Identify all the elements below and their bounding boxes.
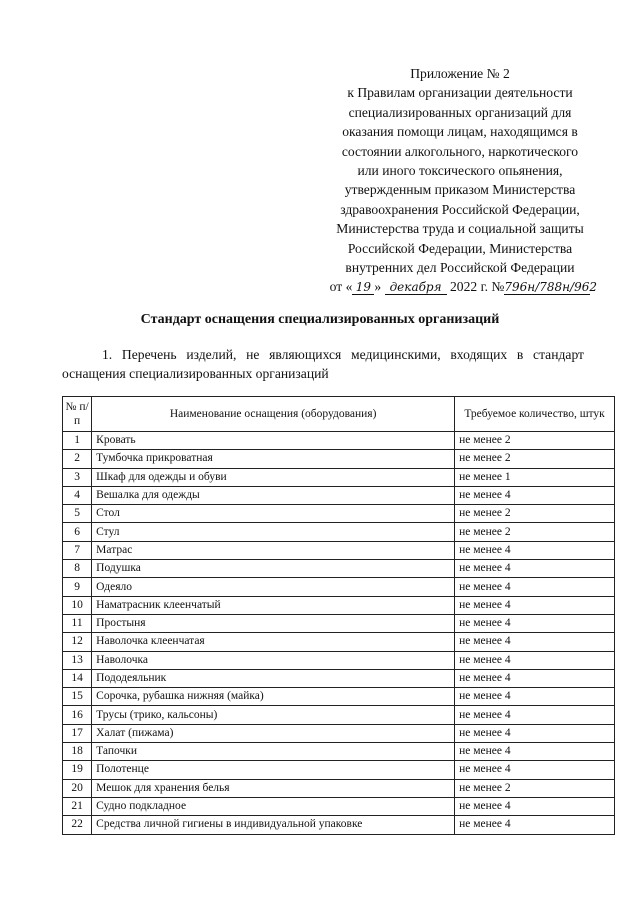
- row-quantity: не менее 1: [455, 468, 615, 486]
- row-quantity: не менее 2: [455, 450, 615, 468]
- appendix-line: здравоохранения Российской Федерации,: [340, 201, 580, 217]
- appendix-line: утвержденным приказом Министерства: [344, 182, 576, 198]
- table-row: [63, 816, 615, 834]
- row-number: 6: [63, 523, 92, 541]
- table-row: [63, 432, 615, 450]
- row-number: 3: [63, 468, 92, 486]
- row-number: 19: [63, 761, 92, 779]
- row-number: 4: [63, 486, 92, 504]
- order-date-line: [300, 277, 620, 296]
- row-number: 7: [63, 541, 92, 559]
- appendix-line: или иного токсического опьянения,: [357, 163, 563, 179]
- appendix-line: внутренних дел Российской Федерации: [345, 260, 575, 276]
- row-quantity: не менее 4: [455, 633, 615, 651]
- row-name: Стул: [92, 523, 455, 541]
- header-qty: Требуемое количество, штук: [455, 397, 615, 432]
- appendix-line: Приложение № 2: [410, 66, 510, 81]
- row-name: Матрас: [92, 541, 455, 559]
- row-number: 8: [63, 560, 92, 578]
- row-number: 15: [63, 688, 92, 706]
- table-row: [63, 578, 615, 596]
- date-year: 2022 г. №: [449, 279, 505, 295]
- row-name: Стол: [92, 505, 455, 523]
- handwritten-month: декабря: [385, 280, 447, 295]
- table-row: [63, 468, 615, 486]
- row-quantity: не менее 4: [455, 560, 615, 578]
- table-row: [63, 523, 615, 541]
- appendix-line: Российской Федерации, Министерства: [347, 240, 573, 256]
- row-name: Простыня: [92, 614, 455, 632]
- row-name: Тумбочка прикроватная: [92, 450, 455, 468]
- appendix-line: специализированных организаций для: [348, 104, 572, 120]
- row-quantity: не менее 4: [455, 651, 615, 669]
- row-number: 11: [63, 614, 92, 632]
- table-row: [63, 797, 615, 815]
- table-row: [63, 779, 615, 797]
- table-row: [63, 633, 615, 651]
- row-quantity: не менее 4: [455, 541, 615, 559]
- row-number: 20: [63, 779, 92, 797]
- row-name: Халат (пижама): [92, 724, 455, 742]
- row-quantity: не менее 4: [455, 724, 615, 742]
- row-name: Пододеяльник: [92, 669, 455, 687]
- row-quantity: не менее 4: [455, 688, 615, 706]
- row-name: Полотенце: [92, 761, 455, 779]
- table-row: [63, 669, 615, 687]
- row-quantity: не менее 2: [455, 432, 615, 450]
- table-row: [63, 486, 615, 504]
- table-row: [63, 596, 615, 614]
- table-header-row: [63, 397, 615, 432]
- appendix-line: к Правилам организации деятельности: [347, 85, 573, 101]
- header-num: № п/п: [63, 397, 92, 432]
- date-mid: »: [374, 279, 382, 295]
- appendix-line: состоянии алкогольного, наркотического: [341, 143, 579, 159]
- row-quantity: не менее 2: [455, 505, 615, 523]
- handwritten-day: 19: [352, 280, 374, 295]
- row-quantity: не менее 2: [455, 523, 615, 541]
- row-number: 2: [63, 450, 92, 468]
- appendix-line: оказания помощи лицам, находящимся в: [342, 124, 578, 140]
- row-number: 16: [63, 706, 92, 724]
- row-number: 12: [63, 633, 92, 651]
- table-row: [63, 541, 615, 559]
- intro-paragraph: 1. Перечень изделий, не являющихся медицинскими, входящих в стандарт оснащения специализированных организаций: [62, 347, 584, 381]
- row-name: Наволочка клеенчатая: [92, 633, 455, 651]
- row-name: Наматрасник клеенчатый: [92, 596, 455, 614]
- row-quantity: не менее 4: [455, 578, 615, 596]
- row-quantity: не менее 4: [455, 797, 615, 815]
- row-quantity: не менее 4: [455, 761, 615, 779]
- row-quantity: не менее 4: [455, 614, 615, 632]
- table-row: [63, 761, 615, 779]
- row-number: 22: [63, 816, 92, 834]
- table-row: [63, 743, 615, 761]
- row-number: 9: [63, 578, 92, 596]
- table-row: [63, 560, 615, 578]
- row-quantity: не менее 2: [455, 779, 615, 797]
- row-number: 18: [63, 743, 92, 761]
- table-row: [63, 505, 615, 523]
- row-name: Мешок для хранения белья: [92, 779, 455, 797]
- header-name: Наименование оснащения (оборудования): [92, 397, 455, 432]
- row-number: 17: [63, 724, 92, 742]
- appendix-header: [300, 64, 620, 297]
- table-row: [63, 724, 615, 742]
- row-name: Шкаф для одежды и обуви: [92, 468, 455, 486]
- table-body: [63, 432, 615, 835]
- row-number: 14: [63, 669, 92, 687]
- row-number: 13: [63, 651, 92, 669]
- row-quantity: не менее 4: [455, 706, 615, 724]
- row-number: 10: [63, 596, 92, 614]
- equipment-table: [62, 396, 615, 835]
- row-number: 21: [63, 797, 92, 815]
- row-name: Вешалка для одежды: [92, 486, 455, 504]
- row-number: 1: [63, 432, 92, 450]
- row-quantity: не менее 4: [455, 816, 615, 834]
- row-quantity: не менее 4: [455, 596, 615, 614]
- row-quantity: не менее 4: [455, 486, 615, 504]
- row-number: 5: [63, 505, 92, 523]
- row-name: Тапочки: [92, 743, 455, 761]
- row-name: Трусы (трико, кальсоны): [92, 706, 455, 724]
- row-quantity: не менее 4: [455, 743, 615, 761]
- date-prefix: от «: [329, 279, 353, 295]
- row-name: Одеяло: [92, 578, 455, 596]
- row-name: Сорочка, рубашка нижняя (майка): [92, 688, 455, 706]
- row-name: Судно подкладное: [92, 797, 455, 815]
- row-name: Наволочка: [92, 651, 455, 669]
- table-row: [63, 614, 615, 632]
- row-quantity: не менее 4: [455, 669, 615, 687]
- appendix-line: Министерства труда и социальной защиты: [336, 221, 584, 237]
- row-name: Кровать: [92, 432, 455, 450]
- row-name: Средства личной гигиены в индивидуальной упаковке: [92, 816, 455, 834]
- table-row: [63, 706, 615, 724]
- table-row: [63, 651, 615, 669]
- document-title: Стандарт оснащения специализированных организаций: [140, 312, 500, 327]
- row-name: Подушка: [92, 560, 455, 578]
- table-row: [63, 450, 615, 468]
- table-row: [63, 688, 615, 706]
- handwritten-order-number: 796н/788н/962: [504, 280, 597, 295]
